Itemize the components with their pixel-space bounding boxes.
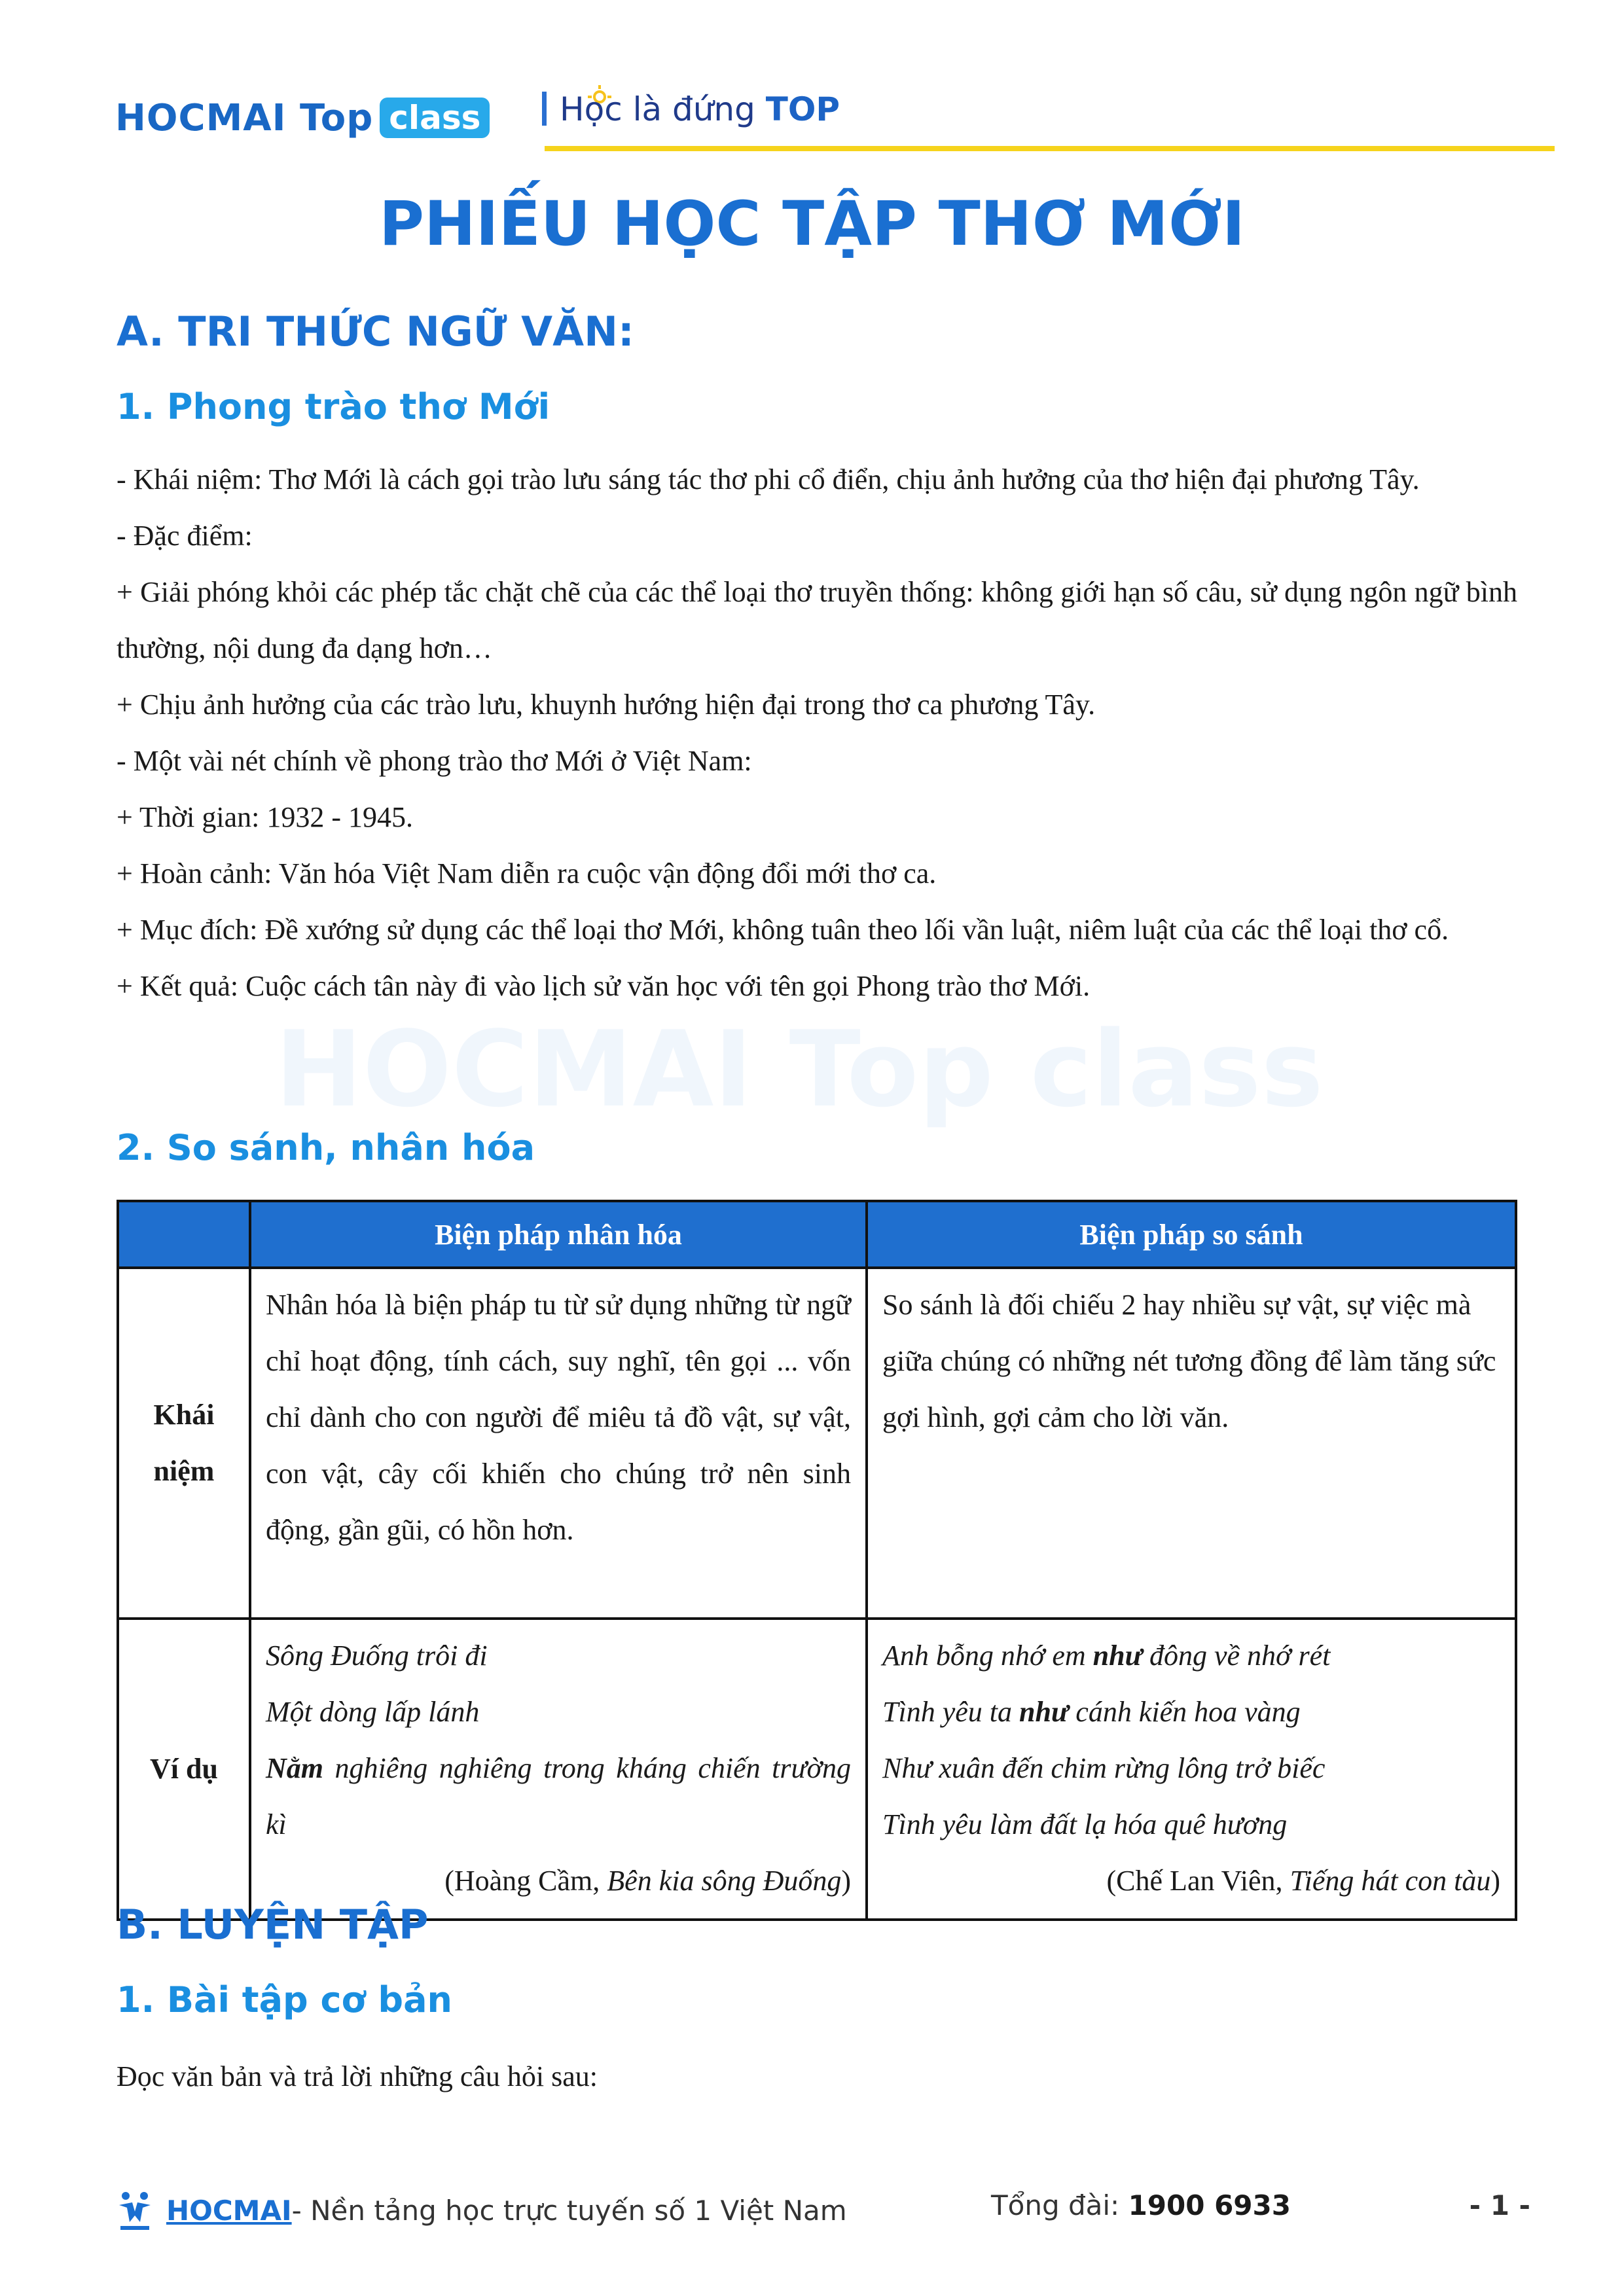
section-b-sub1: 1. Bài tập cơ bản xyxy=(117,1979,452,2020)
watermark: HOCMAI Top class xyxy=(275,1008,1324,1130)
comparison-table xyxy=(117,1200,1517,1921)
hocmai-footer-logo-icon xyxy=(117,2189,153,2231)
paragraph: + Thời gian: 1932 - 1945. xyxy=(117,801,414,833)
section-b-intro: Đọc văn bản và trả lời những câu hỏi sau: xyxy=(117,2060,598,2092)
table-header-row xyxy=(118,1201,1516,1268)
concept-comparison: So sánh là đối chiếu 2 hay nhiều sự vật, sự việc mà giữa chúng có những nét tương đồng để làm tăng sức gợi hình, gợi cảm cho lời văn. xyxy=(867,1268,1516,1619)
page-number: - 1 - xyxy=(1469,2189,1530,2221)
tagline: Học là đứng TOP xyxy=(542,90,840,128)
footer-description: - Nền tảng học trực tuyến số 1 Việt Nam xyxy=(291,2194,847,2227)
section-a-sub1: 1. Phong trào thơ Mới xyxy=(117,386,550,427)
section-b-heading: B. LUYỆN TẬP xyxy=(117,1901,429,1948)
table-row xyxy=(118,1619,1516,1920)
section-a-sub2: 2. So sánh, nhân hóa xyxy=(117,1127,535,1168)
hocmai-logo xyxy=(115,79,490,157)
example-comparison: Anh bỗng nhớ em như đông về nhớ rét Tình yêu ta như cánh kiến hoa vàng Như xuân đến chim rừng lông trở biếc Tình yêu làm đất lạ hóa quê hương (Chế Lan Viên, Tiếng hát con tàu) xyxy=(867,1619,1516,1920)
section-a-body xyxy=(117,452,1517,1014)
row-label-example: Ví dụ xyxy=(118,1619,250,1920)
paragraph: - Một vài nét chính về phong trào thơ Mới ở Việt Nam: xyxy=(117,745,752,777)
paragraph: + Mục đích: Đề xướng sử dụng các thể loại thơ Mới, không tuân theo lối vần luật, niêm luật của các thể loại thơ cổ. xyxy=(117,914,1449,946)
paragraph: + Hoàn cảnh: Văn hóa Việt Nam diễn ra cuộc vận động đổi mới thơ ca. xyxy=(117,857,937,889)
paragraph: + Kết quả: Cuộc cách tân này đi vào lịch sử văn học với tên gọi Phong trào thơ Mới. xyxy=(117,970,1091,1002)
paragraph: - Đặc điểm: xyxy=(117,520,253,552)
table-header-personification: Biện pháp nhân hóa xyxy=(250,1201,867,1268)
paragraph: - Khái niệm: Thơ Mới là cách gọi trào lưu sáng tác thơ phi cổ điển, chịu ảnh hưởng của thơ hiện đại phương Tây. xyxy=(117,463,1420,495)
logo-badge: class xyxy=(380,98,490,138)
header-divider xyxy=(545,146,1555,151)
row-label-concept: Khái niệm xyxy=(118,1268,250,1619)
concept-personification: Nhân hóa là biện pháp tu từ sử dụng những từ ngữ chỉ hoạt động, tính cách, suy nghĩ, tên gọi ... vốn chỉ dành cho con người để miêu tả đồ vật, sự vật, con vật, cây cối khiến cho chúng trở nên sinh động, gần gũi, có hồn hơn. xyxy=(250,1268,867,1619)
section-a-heading: A. TRI THỨC NGỮ VĂN: xyxy=(117,308,634,355)
table-header-comparison: Biện pháp so sánh xyxy=(867,1201,1516,1268)
page-title: PHIẾU HỌC TẬP THƠ MỚI xyxy=(379,188,1245,260)
paragraph: + Chịu ảnh hưởng của các trào lưu, khuynh hướng hiện đại trong thơ ca phương Tây. xyxy=(117,689,1096,721)
logo-main-text: HOCMAI Top xyxy=(115,96,374,139)
footer-brand-link[interactable]: HOCMAI xyxy=(166,2194,292,2227)
page-footer xyxy=(117,2189,1530,2235)
table-header-empty xyxy=(118,1201,250,1268)
paragraph: + Giải phóng khỏi các phép tắc chặt chẽ của các thể loại thơ truyền thống: không giới hạn số câu, sử dụng ngôn ngữ bình thường, nội dung đa dạng hơn… xyxy=(117,576,1517,664)
example-personification: Sông Đuống trôi đi Một dòng lấp lánh Nằm nghiêng nghiêng trong kháng chiến trường kì (Hoàng Cầm, Bên kia sông Đuống) xyxy=(250,1619,867,1920)
table-row xyxy=(118,1268,1516,1619)
footer-hotline: Tổng đài: 1900 6933 xyxy=(991,2189,1291,2221)
